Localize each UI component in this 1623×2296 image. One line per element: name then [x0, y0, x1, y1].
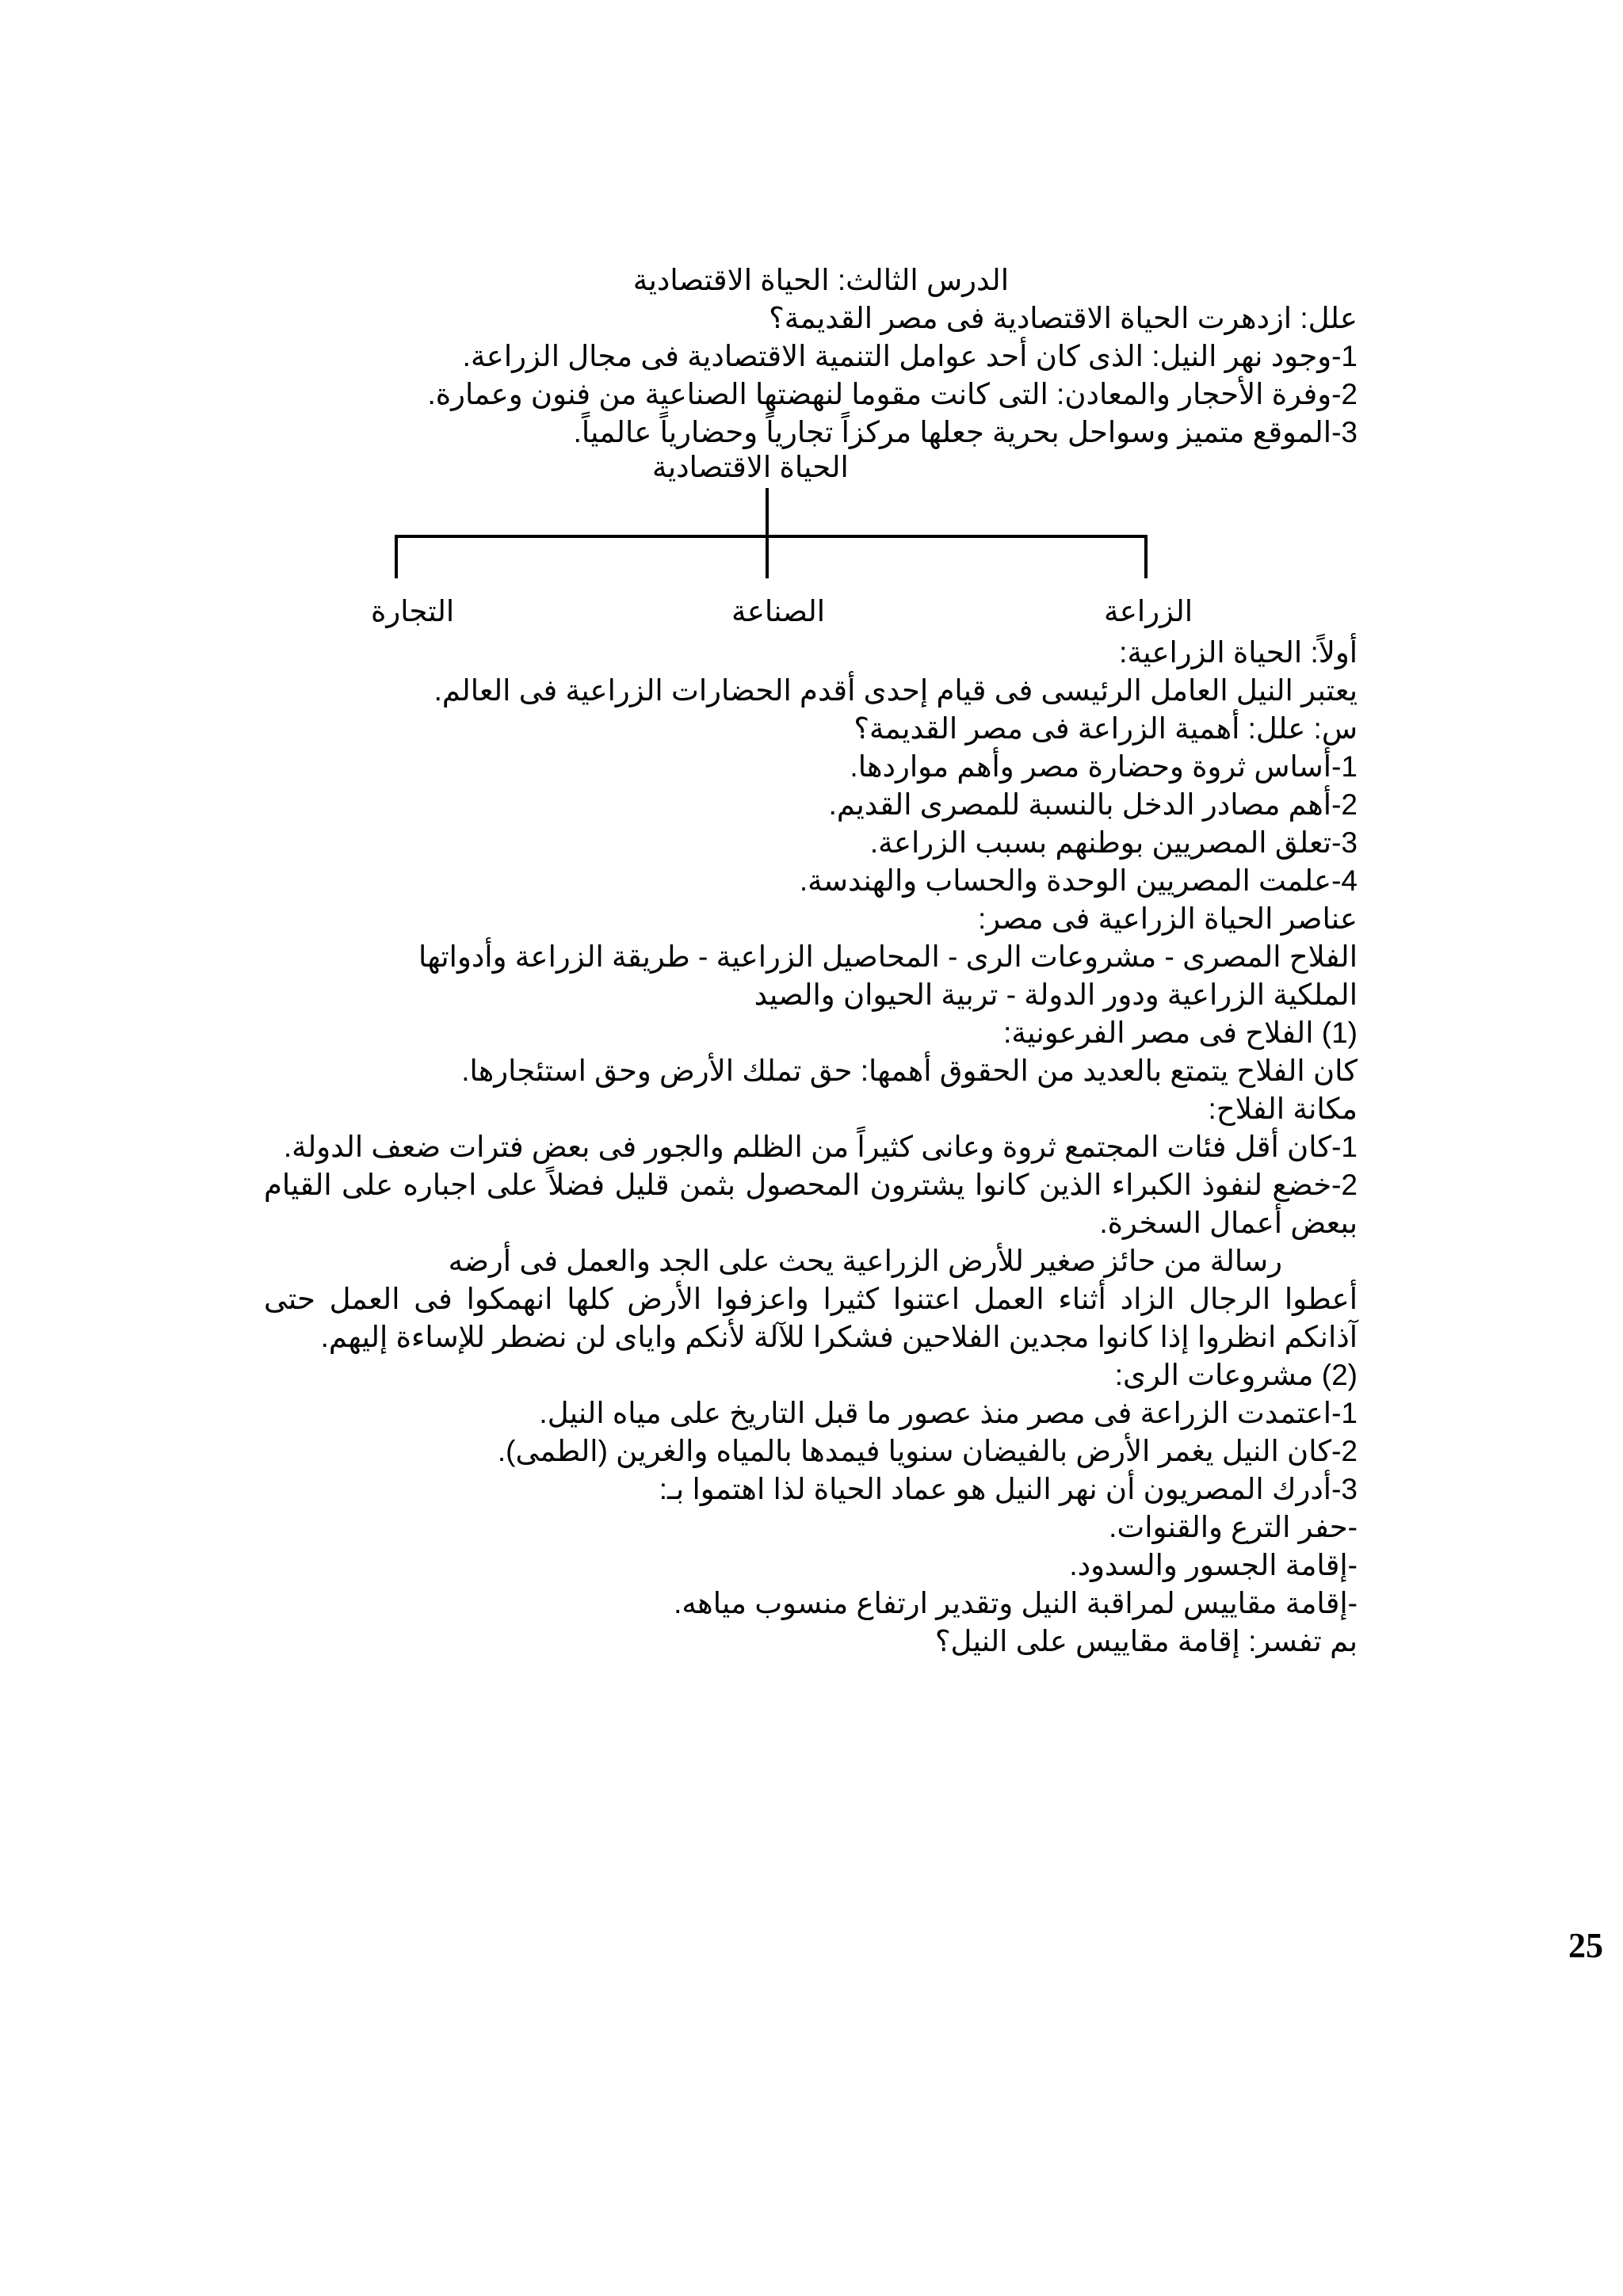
- answer-line: 2-وفرة الأحجار والمعادن: التى كانت مقوما لنهضتها الصناعية من فنون وعمارة.: [427, 378, 1358, 410]
- question-prosperity: علل: ازدهرت الحياة الاقتصادية فى مصر القديمة؟: [769, 302, 1358, 334]
- answer-line: 1-وجود نهر النيل: الذى كان أحد عوامل التنمية الاقتصادية فى مجال الزراعة.: [462, 340, 1358, 372]
- importance-item: 2-أهم مصادر الدخل بالنسبة للمصرى القديم.: [828, 788, 1358, 821]
- irrigation-item: 2-كان النيل يغمر الأرض بالفيضان سنويا فيمدها بالمياه والغرين (الطمى).: [497, 1435, 1358, 1467]
- text-column: [264, 261, 1358, 1661]
- irrigation-subitem: -إقامة الجسور والسدود.: [1069, 1549, 1358, 1581]
- answer-line: 3-الموقع متميز وسواحل بحرية جعلها مركزاً تجارياً وحضارياً عالمياً.: [573, 416, 1358, 448]
- tree-branch-industry: الصناعة: [731, 595, 825, 627]
- farmer-rights: كان الفلاح يتمتع بالعديد من الحقوق أهمها: حق تملك الأرض وحق استئجارها.: [461, 1055, 1358, 1087]
- farmer-status-item: 2-خضع لنفوذ الكبراء الذين كانوا يشترون المحصول بثمن قليل فضلاً على اجباره على القيام ببعض أعمال السخرة.: [264, 1169, 1358, 1239]
- farmer-heading: (1) الفلاح فى مصر الفرعونية:: [1003, 1016, 1358, 1049]
- letter-intro: رسالة من حائز صغير للأرض الزراعية يحث على الجد والعمل فى أرضه: [448, 1245, 1282, 1277]
- irrigation-item: 3-أدرك المصريون أن نهر النيل هو عماد الحياة لذا اهتموا بـ:: [659, 1473, 1358, 1505]
- irrigation-item: 1-اعتمدت الزراعة فى مصر منذ عصور ما قبل التاريخ على مياه النيل.: [539, 1397, 1358, 1429]
- question-importance: س: علل: أهمية الزراعة فى مصر القديمة؟: [854, 712, 1358, 745]
- section-heading-agriculture: أولاً: الحياة الزراعية:: [1119, 636, 1358, 669]
- elements-heading: عناصر الحياة الزراعية فى مصر:: [977, 902, 1358, 935]
- elements-line: الفلاح المصرى - مشروعات الرى - المحاصيل الزراعية - طريقة الزراعة وأدواتها: [418, 940, 1358, 973]
- importance-item: 3-تعلق المصريين بوطنهم بسبب الزراعة.: [869, 826, 1358, 859]
- irrigation-subitem: -حفر الترع والقنوات.: [1109, 1511, 1358, 1543]
- lesson-title: الدرس الثالث: الحياة الاقتصادية: [632, 264, 1009, 296]
- tree-branch-trade: التجارة: [371, 595, 455, 627]
- tree-branch-agriculture: الزراعة: [1104, 595, 1193, 627]
- farmer-status-heading: مكانة الفلاح:: [1208, 1093, 1358, 1125]
- elements-line: الملكية الزراعية ودور الدولة - تربية الحيوان والصيد: [754, 978, 1358, 1011]
- irrigation-subitem: -إقامة مقاييس لمراقبة النيل وتقدير ارتفاع منسوب مياهه.: [674, 1587, 1358, 1619]
- farmer-status-item: 1-كان أقل فئات المجتمع ثروة وعانى كثيراً من الظلم والجور فى بعض فترات ضعف الدولة.: [283, 1131, 1358, 1163]
- final-question: بم تفسر: إقامة مقاييس على النيل؟: [934, 1625, 1358, 1657]
- importance-item: 1-أساس ثروة وحضارة مصر وأهم مواردها.: [850, 750, 1358, 783]
- tree-root-label: الحياة الاقتصادية: [652, 451, 849, 483]
- agriculture-intro: يعتبر النيل العامل الرئيسى فى قيام إحدى أقدم الحضارات الزراعية فى العالم.: [433, 674, 1358, 707]
- importance-item: 4-علمت المصريين الوحدة والحساب والهندسة.: [799, 864, 1358, 897]
- page-number: 25: [1568, 1926, 1603, 1965]
- irrigation-heading: (2) مشروعات الرى:: [1114, 1359, 1358, 1391]
- letter-body: أعطوا الرجال الزاد أثناء العمل اعتنوا كثيرا واعزفوا الأرض كلها انهمكوا فى العمل حتى آذانكم انظروا إذا كانوا مجدين الفلاحين فشكرا للآلة لأنكم واياى لن نضطر للإساءة إليهم.: [264, 1283, 1358, 1353]
- economy-tree-diagram: [264, 452, 1358, 634]
